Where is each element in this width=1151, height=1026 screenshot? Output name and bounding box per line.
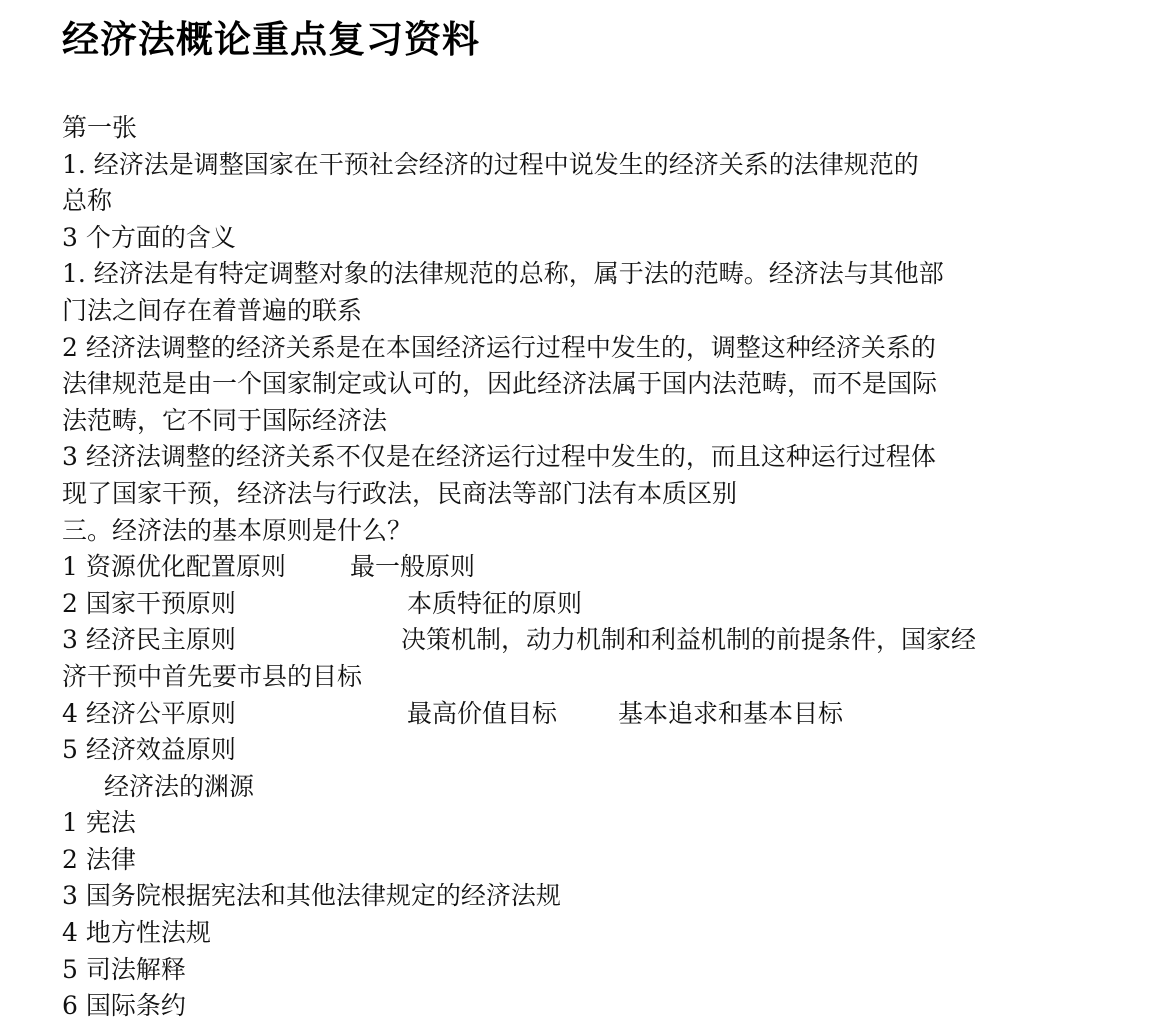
paragraph-line: 现了国家干预，经济法与行政法，民商法等部门法有本质区别 (62, 478, 738, 508)
section-heading: 三。经济法的基本原则是什么？ (62, 515, 413, 545)
principle-desc: 本质特征的原则 (407, 588, 583, 618)
document-title: 经济法概论重点复习资料 (62, 18, 480, 61)
principle-desc: 最高价值目标 (407, 698, 558, 728)
paragraph-line: 1. 经济法是调整国家在干预社会经济的过程中说发生的经济关系的法律规范的 (62, 149, 919, 179)
source-item: 2 法律 (62, 844, 136, 874)
principle-desc: 决策机制，动力机制和利益机制的前提条件，国家经 (401, 625, 977, 655)
principle-name: 2 国家干预原则 (62, 588, 236, 618)
paragraph-line: 总称 (62, 186, 113, 216)
paragraph-line: 1. 经济法是有特定调整对象的法律规范的总称，属于法的范畴。经济法与其他部 (62, 259, 944, 289)
paragraph-line: 法律规范是由一个国家制定或认可的，因此经济法属于国内法范畴，而不是国际 (62, 369, 938, 399)
principle-row (62, 586, 1062, 623)
principle-desc-secondary: 基本追求和基本目标 (618, 698, 844, 728)
principle-row (62, 549, 1062, 586)
principle-row (62, 696, 1062, 733)
source-item: 4 地方性法规 (62, 918, 211, 948)
sources-heading: 经济法的渊源 (104, 771, 255, 801)
paragraph-line: 2 经济法调整的经济关系是在本国经济运行过程中发生的，调整这种经济关系的 (62, 332, 936, 362)
source-item: 6 国际条约 (62, 991, 186, 1021)
principle-name: 4 经济公平原则 (62, 698, 236, 728)
source-item: 1 宪法 (62, 808, 136, 838)
source-item: 5 司法解释 (62, 954, 186, 984)
paragraph-line: 3 个方面的含义 (62, 222, 236, 252)
chapter-heading: 第一张 (62, 113, 138, 142)
principle-desc: 最一般原则 (350, 552, 476, 582)
principle-row (62, 732, 1062, 769)
principle-name: 3 经济民主原则 (62, 625, 236, 655)
paragraph-line: 门法之间存在着普遍的联系 (62, 295, 363, 325)
paragraph-line: 法范畴，它不同于国际经济法 (62, 405, 388, 435)
principle-name: 5 经济效益原则 (62, 735, 236, 765)
document-body (62, 110, 1062, 1025)
principle-row (62, 622, 1062, 659)
document-page (62, 0, 1062, 1025)
principle-desc-continuation: 济干预中首先要市县的目标 (62, 661, 363, 691)
source-item: 3 国务院根据宪法和其他法律规定的经济法规 (62, 881, 561, 911)
paragraph-line: 3 经济法调整的经济关系不仅是在经济运行过程中发生的，而且这种运行过程体 (62, 442, 936, 472)
principle-name: 1 资源优化配置原则 (62, 552, 286, 582)
